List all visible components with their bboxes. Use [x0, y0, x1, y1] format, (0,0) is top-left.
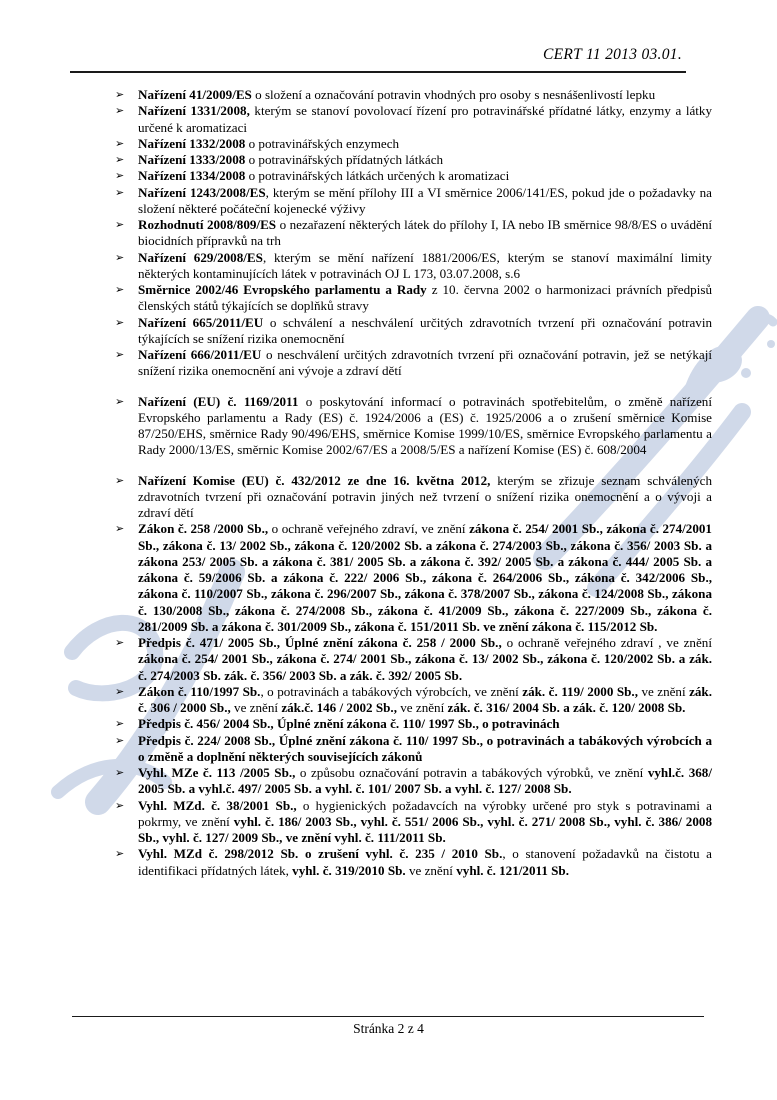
arrow-bullet-icon: ➢ [115, 766, 125, 779]
item-text: Vyhl. MZd č. 298/2012 Sb. o zrušení vyhl. č. 235 / 2010 Sb., o stanovení požadavků na čistotu a identifikaci přídatných látek, vyhl. č. 319/2010 Sb. ve znění vyhl. č. 121/2011 Sb. [138, 846, 712, 878]
arrow-bullet-icon: ➢ [115, 684, 125, 698]
list-item [68, 282, 712, 315]
list-item [68, 733, 712, 766]
arrow-bullet-icon: ➢ [115, 104, 125, 118]
list-item [68, 185, 712, 218]
item-text: Zákon č. 110/1997 Sb., o potravinách a tabákových výrobcích, ve znění zák. č. 119/ 2000 Sb., ve znění zák. č. 306 / 2000 Sb., ve znění zák.č. 146 / 2002 Sb., ve znění zák. č. 316/ 2004 Sb. a zák. č. 120/ 2008 Sb. [138, 683, 712, 715]
list-item [68, 347, 712, 380]
arrow-bullet-icon: ➢ [115, 717, 125, 731]
list-item [68, 846, 712, 879]
list-item [68, 87, 712, 103]
list-item [68, 136, 712, 152]
footer-rule [72, 1016, 704, 1017]
item-text: Zákon č. 258 /2000 Sb., o ochraně veřejného zdraví, ve znění zákona č. 254/ 2001 Sb., zákona č. 274/2001 Sb., zákona č. 13/ 2002 Sb., zákona č. 120/2002 Sb. a zákona č. 274/2003 Sb., zákona č. 356/ 2003 Sb. a zákona 253/ 2005 Sb. a zákona č. 381/ 2005 Sb. a zákona č. 392/ 2005 Sb. a zákona č. 444/ 2005 Sb. a zákona č. 59/2006 Sb. a zákona č. 222/ 2006 Sb., zákona č. 264/2006 Sb., zákona č. 342/2006 Sb., zákona č. 110/2007 Sb., zákona č. 296/2007 Sb., zákona č. 378/2007 Sb., zákona č. 124/2008 Sb., zákona č. 130/2008 Sb., zákona č. 274/2008 Sb., zákona č. 41/2009 Sb., zákona č. 227/2009 Sb., zákona č. 281/2009 Sb. a zákona č. 301/2009 Sb., zákona č. 151/2011 Sb. ve znění zákona č. 115/2012 Sb. [138, 521, 712, 634]
item-text: Nařízení 629/2008/ES, kterým se mění nařízení 1881/2006/ES, kterým se stanoví maximální limity některých kontaminujících látek v potravinách OJ L 173, 03.07.2008, s.6 [138, 249, 713, 281]
header-doc-reference: CERT 11 2013 03.01. [542, 46, 682, 63]
list-item [68, 473, 712, 522]
list-item [68, 635, 712, 684]
arrow-bullet-icon: ➢ [115, 88, 125, 101]
item-text: Předpis č. 224/ 2008 Sb., Úplné znění zákona č. 110/ 1997 Sb., o potravinách a tabákových výrobcích a o změně a doplnění některých souvisejících zákonů [138, 732, 712, 764]
list-item [68, 521, 712, 635]
item-text: Předpis č. 456/ 2004 Sb., Úplné znění zákona č. 110/ 1997 Sb., o potravinách [138, 716, 560, 732]
arrow-bullet-icon: ➢ [115, 733, 125, 747]
list-item [68, 250, 712, 283]
arrow-bullet-icon: ➢ [115, 283, 125, 296]
list-item [68, 765, 712, 798]
list-item [68, 168, 712, 184]
item-text: Směrnice 2002/46 Evropského parlamentu a Rady z 10. června 2002 o harmonizaci právních předpisů členských států týkajících se doplňků stravy [138, 282, 712, 314]
list-item [68, 798, 712, 847]
arrow-bullet-icon: ➢ [115, 636, 125, 649]
arrow-bullet-icon: ➢ [115, 473, 125, 487]
item-text: Nařízení Komise (EU) č. 432/2012 ze dne 16. května 2012, kterým se zřizuje seznam schválených zdravotních tvrzení při označování potravin jiných než tvrzení o snížení rizika onemocnění a o vývoji a zdraví dětí [138, 472, 712, 520]
arrow-bullet-icon: ➢ [115, 218, 125, 231]
arrow-bullet-icon: ➢ [115, 348, 125, 361]
regulation-list [68, 87, 712, 879]
arrow-bullet-icon: ➢ [115, 185, 125, 199]
list-item [68, 103, 712, 136]
item-text: Nařízení 665/2011/EU o schválení a neschválení určitých zdravotních tvrzení při označování potravin týkajících se snížení rizika onemocnění [138, 314, 712, 346]
item-text: Vyhl. MZd. č. 38/2001 Sb., o hygienických požadavcích na výrobky určené pro styk s potravinami a pokrmy, ve znění vyhl. č. 186/ 2003 Sb., vyhl. č. 551/ 2006 Sb., vyhl. č. 271/ 2008 Sb., vyhl. č. 386/ 2008 Sb., vyhl. č. 127/ 2009 Sb., ve znění vyhl. č. 111/2011 Sb. [138, 797, 712, 845]
item-text: Rozhodnutí 2008/809/ES o nezařazení některých látek do přílohy I, IA nebo IB směrnice 98/8/ES o uvádění biocidních přípravků na trh [138, 217, 712, 249]
list-item [68, 152, 712, 168]
arrow-bullet-icon: ➢ [115, 136, 125, 150]
item-text: Nařízení 41/2009/ES o složení a označování potravin vhodných pro osoby s nesnášenlivostí lepku [138, 87, 656, 102]
item-text: Vyhl. MZe č. 113 /2005 Sb., o způsobu označování potravin a tabákových výrobků, ve znění vyhl.č. 368/ 2005 Sb. a vyhl.č. 497/ 2005 Sb. a vyhl. č. 101/ 2007 Sb. a vyhl. č. 127/ 2008 Sb. [138, 765, 712, 797]
item-text: Nařízení 1333/2008 o potravinářských přídatných látkách [138, 152, 444, 167]
list-item [68, 217, 712, 250]
arrow-bullet-icon: ➢ [115, 394, 125, 408]
list-item [68, 684, 712, 717]
item-text: Nařízení 1331/2008, kterým se stanoví povolovací řízení pro potravinářské přídatné látky, enzymy a látky určené k aromatizaci [138, 103, 712, 135]
arrow-bullet-icon: ➢ [115, 250, 125, 264]
item-text: Nařízení 1243/2008/ES, kterým se mění přílohy III a VI směrnice 2006/141/ES, pokud jde o požadavky na složení některé počáteční kojenecké výživy [138, 184, 712, 216]
arrow-bullet-icon: ➢ [115, 153, 125, 166]
item-text: Nařízení (EU) č. 1169/2011 o poskytování informací o potravinách spotřebitelům, o změně nařízení Evropského parlamentu a Rady (ES) č. 1924/2006 a (ES) č. 1925/2006 a o zrušení směrnice Komise 87/250/EHS, směrnice Rady 90/496/EHS, směrnice Komise 1999/10/ES, směrnice Evropského parlamentu a Rady 2000/13/ES, směrnic Komise 2002/67/ES a 2008/5/ES a nařízení Komise (ES) č. 608/2004 [138, 393, 712, 458]
item-text: Nařízení 1332/2008 o potravinářských enzymech [138, 135, 400, 151]
item-text: Předpis č. 471/ 2005 Sb., Úplné znění zákona č. 258 / 2000 Sb., o ochraně veřejného zdraví , ve znění zákona č. 254/ 2001 Sb., zákona č. 274/ 2001 Sb., zákona č. 13/ 2002 Sb., zákona č. 120/2002 Sb. a zák. č. 274/2003 Sb. zák. č. 356/ 2003 Sb. a zák. č. 392/ 2005 Sb. [138, 635, 712, 683]
page-number: Stránka 2 z 4 [353, 1021, 424, 1036]
arrow-bullet-icon: ➢ [115, 169, 125, 183]
arrow-bullet-icon: ➢ [115, 315, 125, 329]
item-text: Nařízení 666/2011/EU o neschválení určitých zdravotních tvrzení při označování potravin, jež se netýkají snížení rizika onemocnění ani vývoje a zdraví dětí [138, 347, 713, 379]
list-item [68, 315, 712, 348]
arrow-bullet-icon: ➢ [115, 522, 125, 536]
header-rule [70, 71, 686, 73]
arrow-bullet-icon: ➢ [115, 798, 125, 812]
list-item [68, 394, 712, 459]
list-item [68, 716, 712, 732]
item-text: Nařízení 1334/2008 o potravinářských látkách určených k aromatizaci [138, 168, 510, 184]
arrow-bullet-icon: ➢ [115, 847, 125, 861]
